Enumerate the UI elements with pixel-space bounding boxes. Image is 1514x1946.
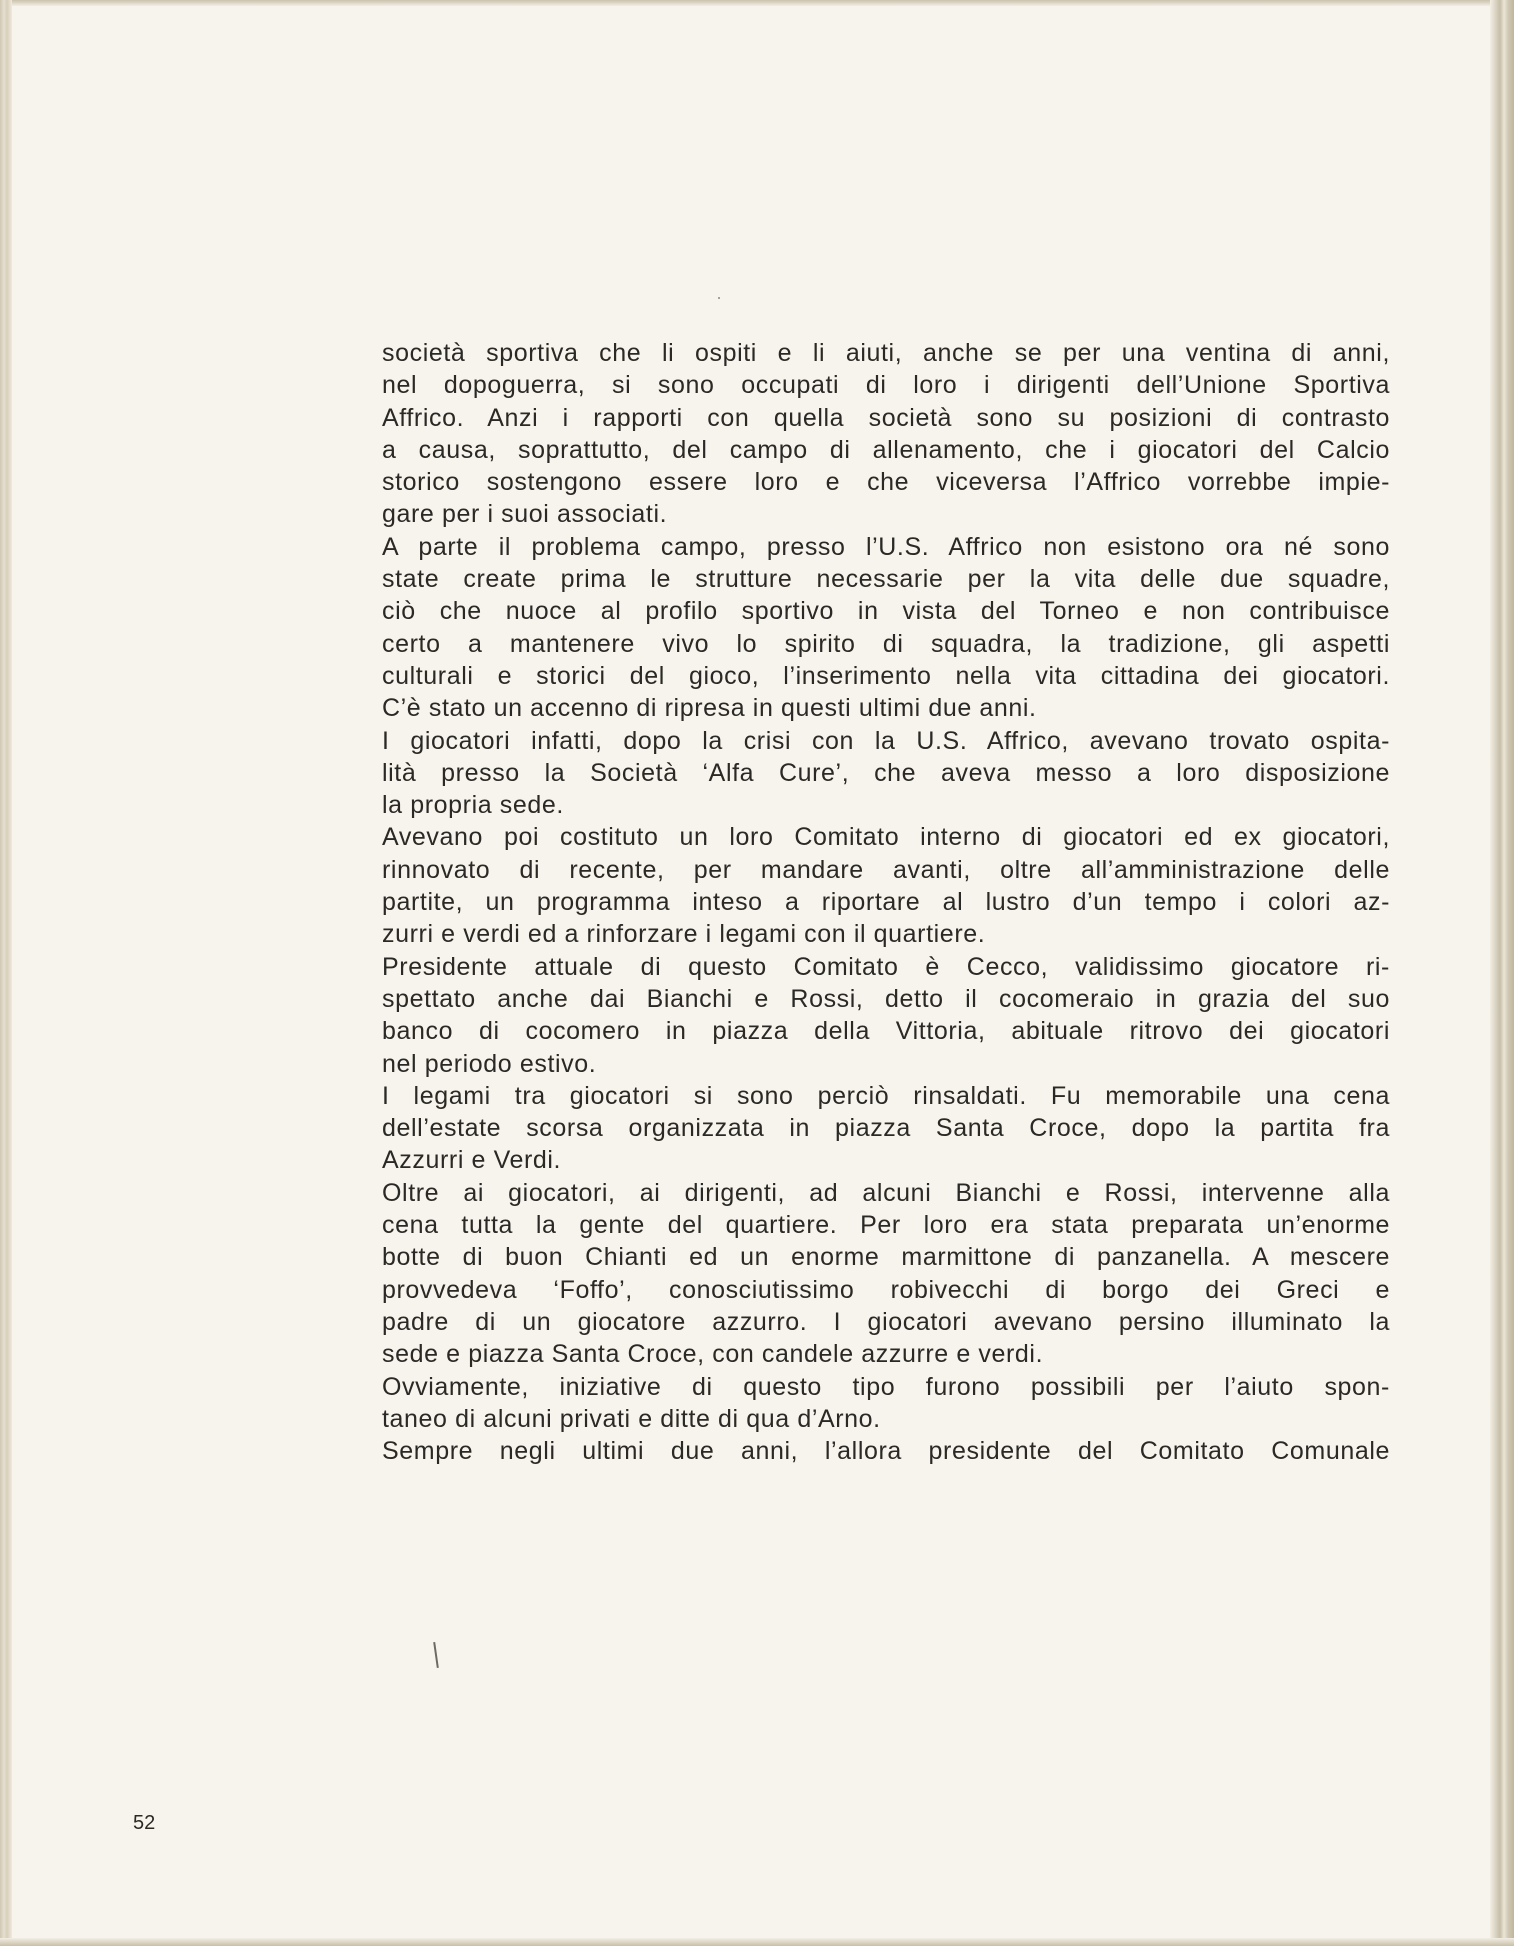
text-line: Azzurri e Verdi. bbox=[382, 1146, 562, 1175]
page-number: 52 bbox=[133, 1812, 156, 1834]
text-line: lità presso la Società ‘Alfa Cure’, che aveva messo a loro disposizione bbox=[382, 758, 1390, 787]
text-line: nel periodo estivo. bbox=[382, 1049, 597, 1078]
text-line: Oltre ai giocatori, ai dirigenti, ad alcuni Bianchi e Rossi, intervenne alla bbox=[382, 1178, 1390, 1207]
text-line: Sempre negli ultimi due anni, l’allora presidente del Comitato Comunale bbox=[382, 1437, 1390, 1466]
paper-speck bbox=[718, 297, 720, 299]
page-edge-top bbox=[0, 0, 1514, 6]
text-line: taneo di alcuni privati e ditte di qua d’Arno. bbox=[382, 1404, 881, 1433]
text-line: nel dopoguerra, si sono occupati di loro i dirigenti dell’Unione Sportiva bbox=[382, 371, 1390, 400]
text-line: a causa, soprattutto, del campo di allenamento, che i giocatori del Calcio bbox=[382, 435, 1390, 464]
text-line: I giocatori infatti, dopo la crisi con la U.S. Affrico, avevano trovato ospita- bbox=[382, 726, 1390, 755]
text-line: zurri e verdi ed a rinforzare i legami con il quartiere. bbox=[382, 920, 986, 949]
text-line: culturali e storici del gioco, l’inserimento nella vita cittadina dei giocatori. bbox=[382, 661, 1390, 690]
text-line: padre di un giocatore azzurro. I giocatori avevano persino illuminato la bbox=[382, 1307, 1390, 1336]
text-line: provvedeva ‘Foffo’, conosciutissimo robivecchi di borgo dei Greci e bbox=[382, 1275, 1390, 1304]
text-line: Ovviamente, iniziative di questo tipo furono possibili per l’aiuto spon- bbox=[382, 1372, 1390, 1401]
text-line: ciò che nuoce al profilo sportivo in vista del Torneo e non contribuisce bbox=[382, 597, 1390, 626]
text-line: storico sostengono essere loro e che viceversa l’Affrico vorrebbe impie- bbox=[382, 468, 1390, 497]
page-edge-left bbox=[0, 0, 12, 1946]
text-line: partite, un programma inteso a riportare al lustro d’un tempo i colori az- bbox=[382, 888, 1390, 917]
text-line: state create prima le strutture necessarie per la vita delle due squadre, bbox=[382, 565, 1390, 594]
text-line: dell’estate scorsa organizzata in piazza Santa Croce, dopo la partita fra bbox=[382, 1114, 1390, 1143]
text-line: botte di buon Chianti ed un enorme marmittone di panzanella. A mescere bbox=[382, 1243, 1390, 1272]
text-line: Avevano poi costituto un loro Comitato interno di giocatori ed ex giocatori, bbox=[382, 823, 1390, 852]
text-line: I legami tra giocatori si sono perciò rinsaldati. Fu memorabile una cena bbox=[382, 1081, 1390, 1110]
page-binding-right bbox=[1490, 0, 1514, 1946]
text-line: A parte il problema campo, presso l’U.S. Affrico non esistono ora né sono bbox=[382, 532, 1390, 561]
text-line: Affrico. Anzi i rapporti con quella società sono su posizioni di contrasto bbox=[382, 403, 1390, 432]
page-edge-bottom bbox=[0, 1938, 1514, 1946]
text-line: C’è stato un accenno di ripresa in questi ultimi due anni. bbox=[382, 694, 1037, 723]
text-line: cena tutta la gente del quartiere. Per loro era stata preparata un’enorme bbox=[382, 1211, 1390, 1240]
pencil-mark bbox=[433, 1642, 439, 1668]
text-line: spettato anche dai Bianchi e Rossi, detto il cocomeraio in grazia del suo bbox=[382, 984, 1390, 1013]
text-line: certo a mantenere vivo lo spirito di squadra, la tradizione, gli aspetti bbox=[382, 629, 1390, 658]
text-line: società sportiva che li ospiti e li aiuti, anche se per una ventina di anni, bbox=[382, 339, 1390, 367]
text-line: Presidente attuale di questo Comitato è Cecco, validissimo giocatore ri- bbox=[382, 952, 1390, 981]
body-text bbox=[382, 337, 1390, 1467]
text-line: gare per i suoi associati. bbox=[382, 500, 668, 529]
text-line: banco di cocomero in piazza della Vittoria, abituale ritrovo dei giocatori bbox=[382, 1017, 1390, 1046]
text-line: la propria sede. bbox=[382, 791, 564, 820]
text-line: rinnovato di recente, per mandare avanti, oltre all’amministrazione delle bbox=[382, 855, 1390, 884]
text-line: sede e piazza Santa Croce, con candele azzurre e verdi. bbox=[382, 1340, 1044, 1369]
